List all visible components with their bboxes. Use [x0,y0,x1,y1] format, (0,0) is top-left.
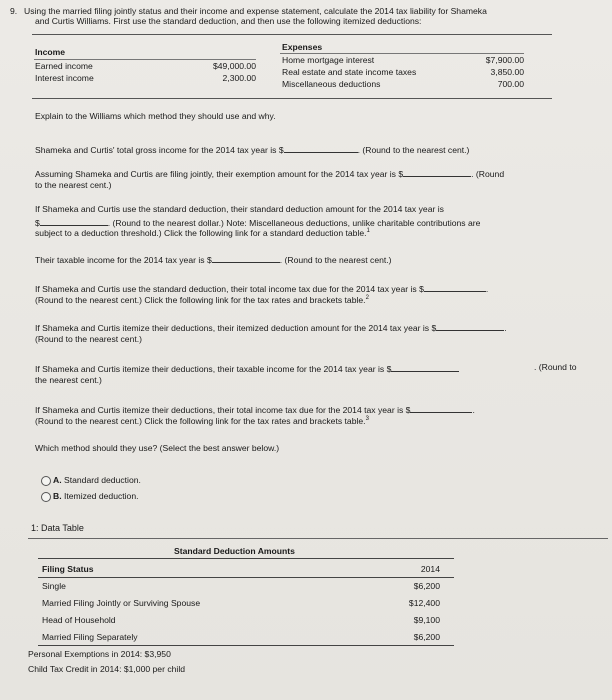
table-row-amount: $12,400 [408,598,440,608]
expense-row-label: Miscellaneous deductions [282,79,381,89]
expense-row-value: 700.00 [497,79,524,89]
income-header: Income [35,47,66,57]
exemption-round: . (Round [471,169,505,179]
standard-deduction-link[interactable]: subject to a deduction threshold.) Click the following link for a standard deduction table. [35,228,367,238]
taxable-income-std-round: . (Round to the nearest cent.) [279,255,392,265]
data-table-label: 1: Data Table [31,523,84,533]
gross-income-text: Shameka and Curtis' total gross income for the 2014 tax year is $ [35,145,284,155]
question-text-line2: and Curtis Williams. First use the standard deduction, and then use the following itemized deductions: [35,16,422,26]
method-question: Which method should they use? (Select the best answer below.) [35,443,280,453]
standard-deduction-answer-field[interactable] [40,216,108,226]
tax-due-std-question: If Shameka and Curtis use the standard deduction, their total income tax due for the 2014 tax year is $ . [35,284,489,294]
tax-due-std-line2 [35,295,369,305]
option-b-text: Itemized deduction. [63,491,139,501]
exemption-answer-field[interactable] [403,167,471,177]
option-b-radio[interactable] [41,492,51,502]
exemption-round-cont: to the nearest cent.) [35,180,112,190]
table-row-amount: $6,200 [413,581,440,591]
tax-due-item-answer-field[interactable] [410,403,472,413]
income-row-label: Earned income [35,61,93,71]
data-table-divider [28,538,608,539]
income-header-underline [34,59,256,60]
child-tax-credit-note: Child Tax Credit in 2014: $1,000 per child [28,664,186,674]
expenses-header: Expenses [282,42,323,52]
option-b[interactable] [53,491,139,501]
column-year: 2014 [420,564,440,574]
data-table-header-underline [38,577,454,578]
table-row-status: Head of Household [42,615,116,625]
taxable-income-item-round: . (Round to [534,362,577,372]
table-row-amount: $6,200 [413,632,440,642]
taxable-income-item-answer-field[interactable] [391,362,459,372]
table-row-status: Single [42,581,66,591]
expense-row-label: Real estate and state income taxes [282,67,417,77]
itemized-deduction-question: If Shameka and Curtis itemize their deductions, their itemized deduction amount for the 2014 tax year is $ . [35,323,507,333]
tax-due-std-answer-field[interactable] [424,282,486,292]
expenses-header-underline [280,53,524,54]
table-row-status: Married Filing Jointly or Surviving Spouse [42,598,201,608]
option-a[interactable] [53,475,141,485]
standard-deduction-note: . (Round to the nearest dollar.) Note: Miscellaneous deductions, unlike charitable contributions are [107,218,481,228]
footnote-ref[interactable]: 1 [366,228,370,235]
expense-row-value: $7,900.00 [485,55,524,65]
footnote-ref[interactable]: 3 [365,416,369,423]
footnote-ref[interactable]: 2 [365,295,369,302]
taxable-income-item-question [35,362,459,374]
option-b-letter: B. [53,491,62,501]
income-row-value: $49,000.00 [212,61,256,71]
expense-row-label: Home mortgage interest [282,55,375,65]
standard-deduction-line2 [35,216,480,228]
personal-exemptions-note: Personal Exemptions in 2014: $3,950 [28,649,171,659]
gross-income-question [35,143,469,155]
itemized-deduction-round: (Round to the nearest cent.) [35,334,143,344]
taxable-income-item-round-cont: the nearest cent.) [35,375,102,385]
tax-due-item-question: If Shameka and Curtis itemize their deductions, their total income tax due for the 2014 tax year is $ . [35,405,475,415]
taxable-income-std-question [35,253,392,265]
tax-due-item-line2 [35,416,369,426]
gross-income-round: . (Round to the nearest cent.) [357,145,470,155]
data-table-title-underline [38,558,454,559]
standard-deduction-dollar: $ [35,218,40,228]
option-a-text: Standard deduction. [63,475,141,485]
option-a-letter: A. [53,475,62,485]
itemized-deduction-answer-field[interactable] [436,321,504,331]
taxable-income-std-text: Their taxable income for the 2014 tax year is $ [35,255,212,265]
exemption-question [35,167,504,179]
explain-prompt: Explain to the Williams which method they should use and why. [35,111,276,121]
option-a-radio[interactable] [41,476,51,486]
tax-due-std-link[interactable]: (Round to the nearest cent.) Click the following link for the tax rates and brackets table. [35,295,366,305]
table-row-status: Married Filing Separately [42,632,138,642]
tax-due-std-text: If Shameka and Curtis use the standard deduction, their total income tax due for the 2014 tax year is $ [35,284,424,294]
income-row-value: 2,300.00 [222,73,256,83]
statement-bottom-border [32,98,552,99]
taxable-income-std-answer-field[interactable] [212,253,280,263]
question-number: 9. [10,6,18,16]
table-row-amount: $9,100 [413,615,440,625]
tax-due-item-link[interactable]: (Round to the nearest cent.) Click the following link for the tax rates and brackets table. [35,416,366,426]
gross-income-answer-field[interactable] [284,143,358,153]
itemized-deduction-text: If Shameka and Curtis itemize their deductions, their itemized deduction amount for the 2014 tax year is $ [35,323,437,333]
taxable-income-item-text: If Shameka and Curtis itemize their deductions, their taxable income for the 2014 tax year is $ [35,364,392,374]
exemption-text: Assuming Shameka and Curtis are filing jointly, their exemption amount for the 2014 tax year is $ [35,169,404,179]
data-table-title: Standard Deduction Amounts [174,546,295,556]
standard-deduction-line3 [35,228,370,238]
standard-deduction-question: If Shameka and Curtis use the standard deduction, their standard deduction amount for the 2014 tax year is [35,204,444,214]
expense-row-value: 3,850.00 [490,67,524,77]
data-table-bottom-border [38,645,454,646]
column-filing-status: Filing Status [42,564,94,574]
income-row-label: Interest income [35,73,94,83]
tax-due-item-text: If Shameka and Curtis itemize their deductions, their total income tax due for the 2014 tax year is $ [35,405,411,415]
statement-top-border [32,34,552,35]
question-text-line1: Using the married filing jointly status and their income and expense statement, calculate the 2014 tax liability for Shameka [24,6,487,16]
